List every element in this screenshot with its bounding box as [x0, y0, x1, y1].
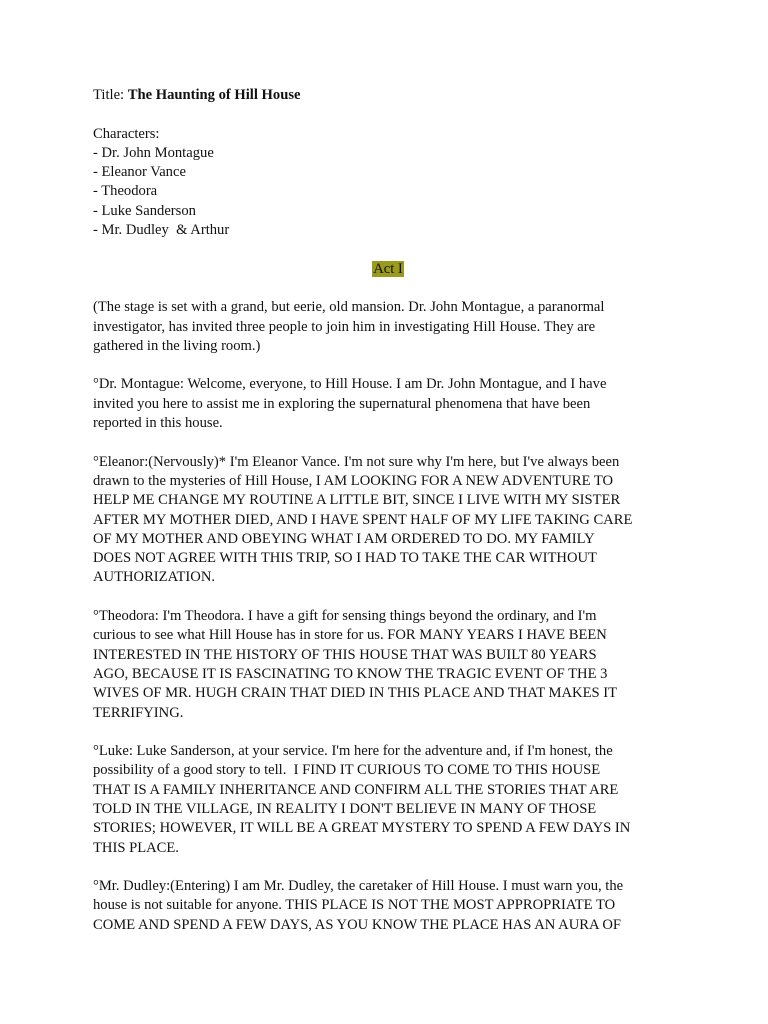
paragraph-line: investigator, has invited three people to join him in investigating Hill House. They are — [93, 318, 596, 335]
paragraph-line: gathered in the living room.) — [93, 337, 261, 354]
paragraph-line: DOES NOT AGREE WITH THIS TRIP, SO I HAD TO TAKE THE CAR WITHOUT — [93, 550, 597, 567]
paragraph-line: house is not suitable for anyone. THIS PLACE IS NOT THE MOST APPROPRIATE TO — [93, 897, 616, 914]
paragraph-line: invited you here to assist me in exploring the supernatural phenomena that have been — [93, 395, 591, 412]
act-heading — [93, 260, 683, 279]
character-item: - Eleanor Vance — [93, 164, 186, 181]
montague-paragraph — [93, 375, 683, 433]
act-heading-highlight: Act I — [373, 260, 403, 277]
paragraph-line: AUTHORIZATION. — [93, 569, 216, 586]
paragraph-line: (The stage is set with a grand, but eerie, old mansion. Dr. John Montague, a paranormal — [93, 299, 605, 316]
title-label: Title: — [93, 87, 128, 103]
characters-heading: Characters: — [93, 125, 160, 142]
paragraph-line: drawn to the mysteries of Hill House, I AM LOOKING FOR A NEW ADVENTURE TO — [93, 472, 614, 489]
paragraph-line: °Luke: Luke Sanderson, at your service. I'm here for the adventure and, if I'm honest, the — [93, 743, 613, 760]
paragraph-line: AFTER MY MOTHER DIED, AND I HAVE SPENT HALF OF MY LIFE TAKING CARE — [93, 511, 633, 528]
paragraph-line: °Dr. Montague: Welcome, everyone, to Hill House. I am Dr. John Montague, and I have — [93, 376, 607, 393]
character-item: - Theodora — [93, 183, 158, 200]
paragraph-line: OF MY MOTHER AND OBEYING WHAT I AM ORDERED TO DO. MY FAMILY — [93, 530, 595, 547]
paragraph-line: WIVES OF MR. HUGH CRAIN THAT DIED IN THIS PLACE AND THAT MAKES IT — [93, 685, 618, 702]
title-line — [93, 86, 683, 105]
paragraph-line: °Theodora: I'm Theodora. I have a gift for sensing things beyond the ordinary, and I'm — [93, 608, 597, 625]
dudley-paragraph — [93, 877, 683, 935]
paragraph-line: COME AND SPEND A FEW DAYS, AS YOU KNOW THE PLACE HAS AN AURA OF — [93, 916, 622, 933]
play-title: The Haunting of Hill House — [127, 87, 301, 103]
character-item: - Luke Sanderson — [93, 202, 196, 219]
paragraph-line: TERRIFYING. — [93, 704, 184, 721]
eleanor-paragraph — [93, 453, 683, 588]
document-page — [93, 86, 683, 954]
character-item: - Mr. Dudley & Arthur — [93, 222, 230, 239]
luke-paragraph — [93, 742, 683, 858]
stage-direction-paragraph — [93, 298, 683, 356]
paragraph-line: HELP ME CHANGE MY ROUTINE A LITTLE BIT, SINCE I LIVE WITH MY SISTER — [93, 492, 621, 509]
character-item: - Dr. John Montague — [93, 144, 214, 161]
paragraph-line: THIS PLACE. — [93, 839, 179, 856]
paragraph-line: curious to see what Hill House has in store for us. FOR MANY YEARS I HAVE BEEN — [93, 627, 607, 644]
paragraph-line: °Eleanor:(Nervously)* I'm Eleanor Vance. I'm not sure why I'm here, but I've always been — [93, 453, 620, 470]
paragraph-line: THAT IS A FAMILY INHERITANCE AND CONFIRM ALL THE STORIES THAT ARE — [93, 781, 619, 798]
paragraph-line: °Mr. Dudley:(Entering) I am Mr. Dudley, the caretaker of Hill House. I must warn you, the — [93, 878, 624, 895]
paragraph-line: reported in this house. — [93, 415, 223, 432]
theodora-paragraph — [93, 607, 683, 723]
paragraph-line: INTERESTED IN THE HISTORY OF THIS HOUSE THAT WAS BUILT 80 YEARS — [93, 646, 597, 663]
paragraph-line: possibility of a good story to tell. I FIND IT CURIOUS TO COME TO THIS HOUSE — [93, 762, 601, 779]
paragraph-line: STORIES; HOWEVER, IT WILL BE A GREAT MYSTERY TO SPEND A FEW DAYS IN — [93, 820, 631, 837]
paragraph-line: TOLD IN THE VILLAGE, IN REALITY I DON'T BELIEVE IN MANY OF THOSE — [93, 800, 597, 817]
paragraph-line: AGO, BECAUSE IT IS FASCINATING TO KNOW THE TRAGIC EVENT OF THE 3 — [93, 665, 608, 682]
characters-section — [93, 125, 683, 241]
